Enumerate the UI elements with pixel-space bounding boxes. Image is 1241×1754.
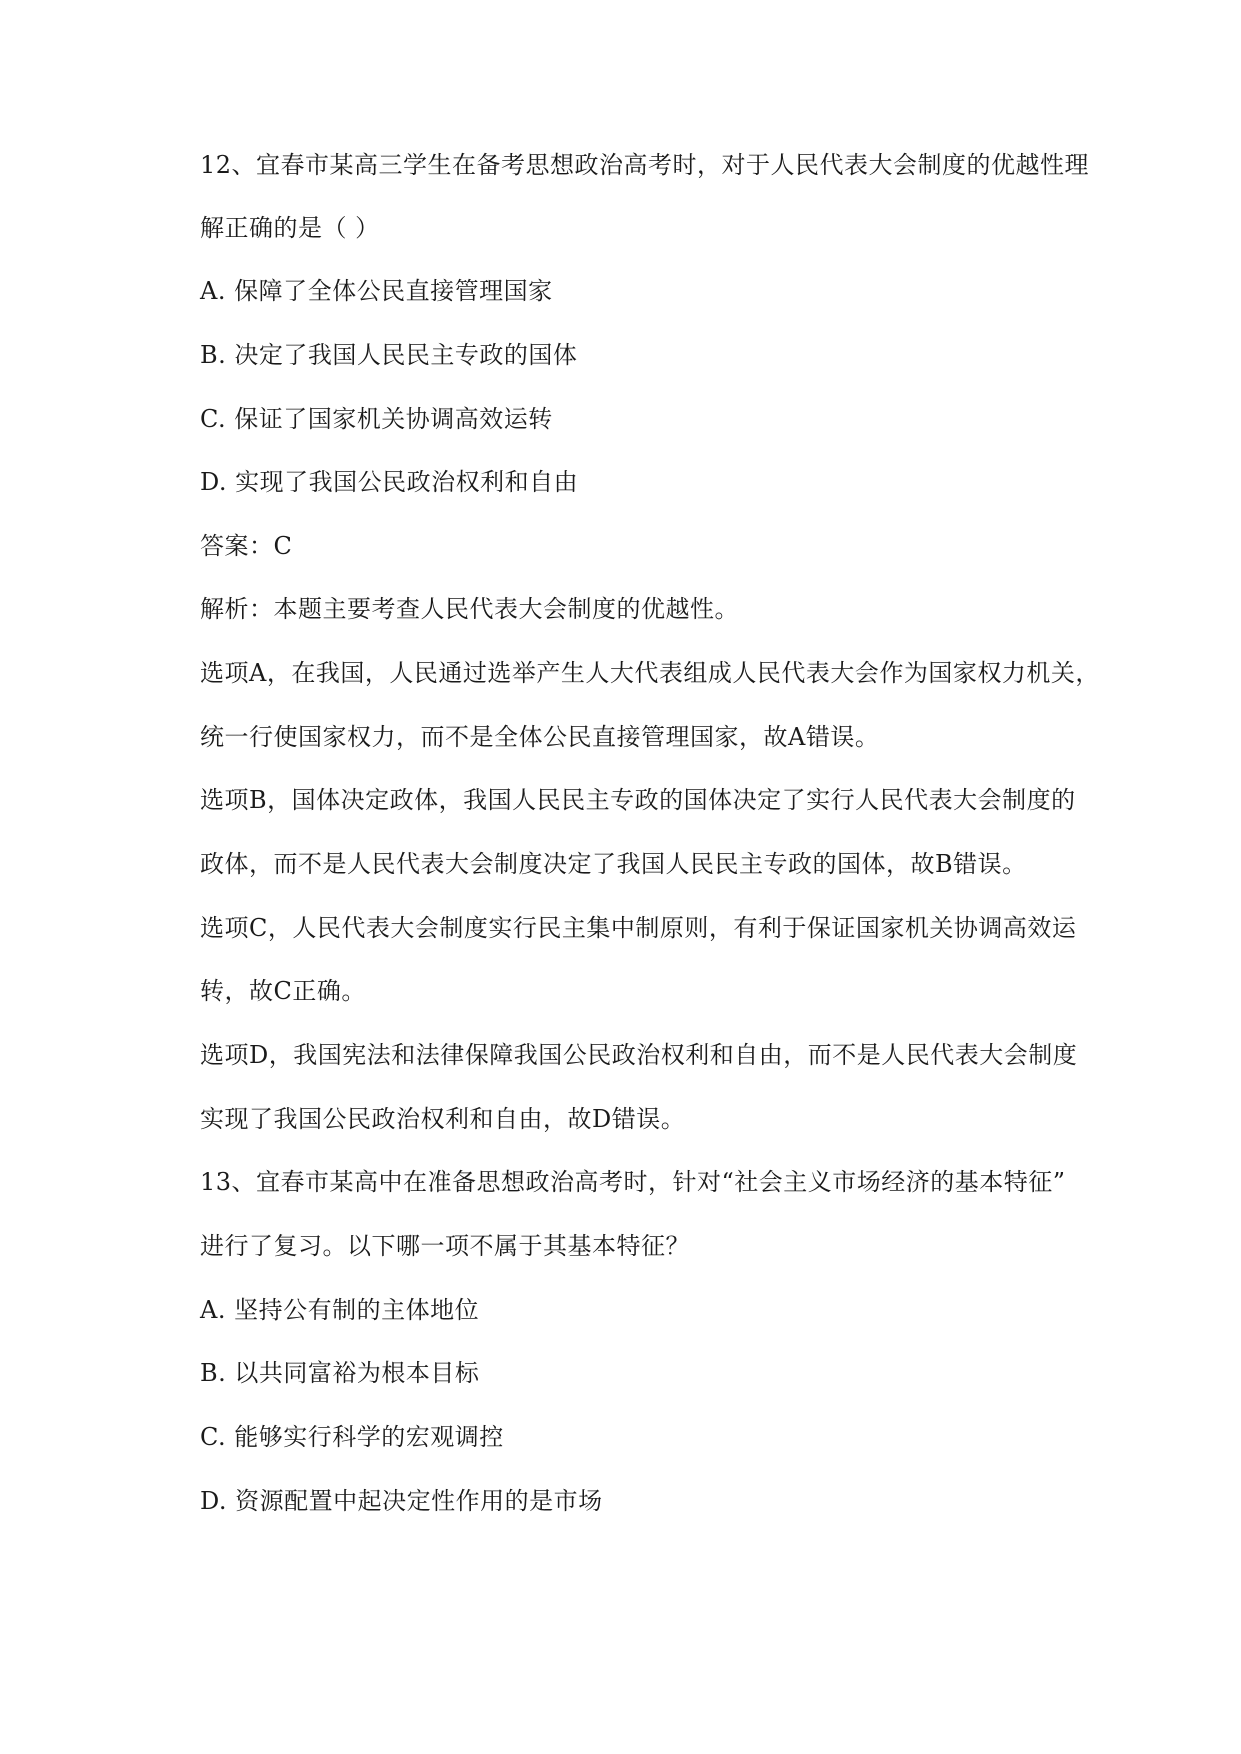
question-13-option-a: A. 坚持公有制的主体地位	[200, 1296, 480, 1324]
question-12-stem-line-2: 解正确的是（ ）	[200, 214, 380, 242]
question-12-analysis-line: 实现了我国公民政治权利和自由，故D错误。	[200, 1105, 686, 1133]
question-12-stem-line-1: 12、宜春市某高三学生在备考思想政治高考时，对于人民代表大会制度的优越性理	[200, 151, 1090, 179]
question-12-analysis-line: 选项D，我国宪法和法律保障我国公民政治权利和自由，而不是人民代表大会制度	[200, 1041, 1078, 1069]
question-12-answer: 答案：C	[200, 532, 293, 560]
question-12-analysis-line: 选项A，在我国，人民通过选举产生人大代表组成人民代表大会作为国家权力机关，	[200, 659, 1100, 687]
question-12-analysis-intro: 解析：本题主要考查人民代表大会制度的优越性。	[200, 595, 739, 623]
question-12-option-c: C. 保证了国家机关协调高效运转	[200, 405, 553, 433]
question-12-analysis-line: 统一行使国家权力，而不是全体公民直接管理国家，故A错误。	[200, 723, 880, 751]
question-12-option-a: A. 保障了全体公民直接管理国家	[200, 277, 553, 305]
question-13-stem-line-1: 13、宜春市某高中在准备思想政治高考时，针对“社会主义市场经济的基本特征”	[200, 1168, 1066, 1196]
question-13-option-d: D. 资源配置中起决定性作用的是市场	[200, 1487, 603, 1515]
question-12-option-b: B. 决定了我国人民民主专政的国体	[200, 341, 578, 369]
question-12-option-d: D. 实现了我国公民政治权利和自由	[200, 468, 579, 496]
question-12-analysis-line: 选项B，国体决定政体，我国人民民主专政的国体决定了实行人民代表大会制度的	[200, 786, 1076, 814]
question-12-analysis-line: 转，故C正确。	[200, 977, 366, 1005]
question-12-analysis-line: 选项C，人民代表大会制度实行民主集中制原则，有利于保证国家机关协调高效运	[200, 914, 1077, 942]
question-13-option-b: B. 以共同富裕为根本目标	[200, 1359, 480, 1387]
question-13-stem-line-2: 进行了复习。以下哪一项不属于其基本特征？	[200, 1232, 690, 1260]
question-13-option-c: C. 能够实行科学的宏观调控	[200, 1423, 504, 1451]
question-12-analysis-line: 政体，而不是人民代表大会制度决定了我国人民民主专政的国体，故B错误。	[200, 850, 1027, 878]
